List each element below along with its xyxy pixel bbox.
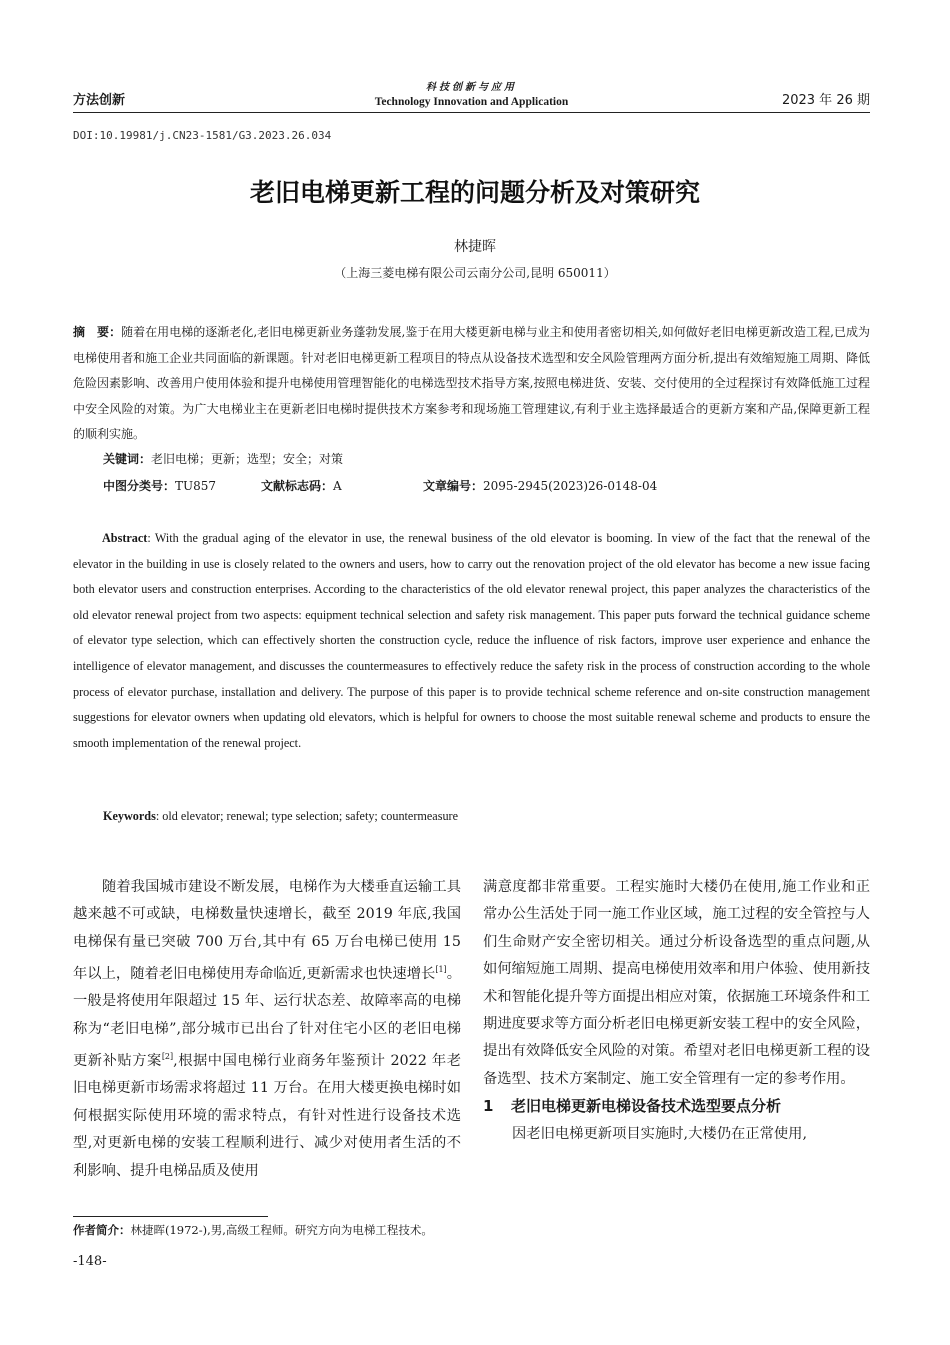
abstract-en-text: : With the gradual aging of the elevator in use, the renewal business of the old elevator is booming. In view of the fact that the renewal of the elevator in the building in use is closely related to the owners and users, how to carry out the renovation project of the old elevator has become a new issue facing both elevator users and construction enterprises. According to the characteristics of the old elevator renewal project, this paper analyzes the characteristics of the old elevator renewal project from two aspects: equipment technical selection and safety risk management. This paper puts forward the technical guidance scheme of elevator type selection, which can effectively shorten the construction cycle, reduce the influence of risk factors, improve user experience and enhance the intelligence of elevator management, and discusses the countermeasures to effectively reduce the safety risk in the process of construction according to the whole process of elevator purchase, installation and delivery. The purpose of this paper is to provide technical scheme reference and on-site construction management suggestions for elevator owners when updating old elevators, which is helpful for owners to choose the most suitable renewal scheme and products to ensure the smooth implementation of the renewal project. — [73, 531, 870, 750]
keywords-en-text: : old elevator; renewal; type selection; safety; countermeasure — [155, 809, 459, 823]
abstract-cn-label: 摘 要： — [73, 325, 122, 339]
article-id-label: 文章编号： — [423, 479, 484, 493]
body-paragraph: 满意度都非常重要。工程实施时大楼仍在使用,施工作业和正常办公生活处于同一施工作业区域，施工过程的安全管控与人们生命财产安全密切相关。通过分析设备选型的重点问题,从如何缩短施工周期、提高电梯使用效率和用户体验、使用新技术和智能化提升等方面提出相应对策，依据施工环境条件和工期进度要求等方面分析老旧电梯更新安装工程中的安全风险，提出有效降低安全风险的对策。希望对老旧电梯更新工程的设备选型、技术方案制定、施工安全管理有一定的参考作用。 — [483, 879, 870, 1087]
keywords-en — [103, 809, 458, 824]
citation-ref[interactable]: [1] — [435, 965, 447, 975]
clc-label: 中图分类号： — [103, 479, 176, 493]
page-header — [73, 78, 870, 112]
abstract-cn-text: 随着在用电梯的逐渐老化,老旧电梯更新业务蓬勃发展,鉴于在用大楼更新电梯与业主和使用者密切相关,如何做好老旧电梯更新改造工程,已成为电梯使用者和施工企业共同面临的新课题。针对老旧电梯更新工程项目的特点从设备技术选型和安全风险管理两方面分析,提出有效缩短施工周期、降低危险因素影响、改善用户使用体验和提升电梯使用管理智能化的电梯选型技术指导方案,按照电梯进货、安装、交付使用的全过程探讨有效降低施工过程中安全风险的对策。为广大电梯业主在更新老旧电梯时提供技术方案参考和现场施工管理建议,有利于业主选择最适合的更新方案和产品,保障更新工程的顺利实施。 — [73, 325, 870, 441]
header-issue: 2023 年 26 期 — [781, 93, 870, 108]
footnote-label: 作者简介： — [73, 1223, 131, 1237]
header-divider — [73, 112, 870, 113]
section-title: 老旧电梯更新电梯设备技术选型要点分析 — [511, 1097, 782, 1116]
abstract-en — [73, 526, 870, 756]
body-column-right — [483, 874, 870, 1148]
affiliation: （上海三菱电梯有限公司云南分公司,昆明 650011） — [334, 266, 616, 280]
author-footnote — [73, 1222, 433, 1238]
keywords-cn — [103, 450, 343, 467]
doi: DOI:10.19981/j.CN23-1581/G3.2023.26.034 — [73, 129, 332, 142]
header-journal — [73, 78, 870, 108]
journal-name-en: Technology Innovation and Application — [374, 96, 569, 108]
header-section: 方法创新 — [73, 93, 126, 108]
section-number: 1 — [483, 1097, 494, 1116]
keywords-en-label: Keywords — [103, 809, 156, 823]
classification-row — [103, 477, 883, 494]
body-paragraph: 随着我国城市建设不断发展，电梯作为大楼垂直运输工具越来越不可或缺，电梯数量快速增长，截至 2019 年底,我国电梯保有量已突破 700 万台,其中有 65 万台电梯已使用 15 年以上，随着老旧电梯使用寿命临近,更新需求也快速增长[1]。一般是将使用年限超过 15 年、运行状态差、故障率高的电梯称为“老旧电梯”,部分城市已出台了针对住宅小区的老旧电梯更新补贴方案[2],根据中国电梯行业商务年鉴预计 2022 年老旧电梯更新市场需求将超过 11 万台。在用大楼更换电梯时如何根据实际使用环境的需求特点，有针对性进行设备技术选型,对更新电梯的安装工程顺利进行、减少对使用者生活的不利影响、提升电梯品质及使用 — [73, 879, 461, 1179]
citation-ref[interactable]: [2] — [161, 1052, 174, 1062]
clc-value: TU857 — [175, 479, 217, 493]
abstract-cn — [73, 320, 870, 448]
doc-code-label: 文献标志码： — [261, 479, 334, 493]
keywords-cn-text: 老旧电梯；更新；选型；安全；对策 — [151, 452, 344, 466]
doc-code-value: A — [333, 479, 342, 493]
journal-name-cn: 科技创新与应用 — [426, 82, 517, 93]
body-paragraph: 因老旧电梯更新项目实施时,大楼仍在正常使用, — [512, 1125, 808, 1142]
keywords-cn-label: 关键词： — [103, 452, 152, 466]
footnote-divider — [73, 1216, 268, 1217]
footnote-text: 林捷晖(1972-),男,高级工程师。研究方向为电梯工程技术。 — [130, 1223, 433, 1237]
article-id-value: 2095-2945(2023)26-0148-04 — [483, 479, 658, 493]
article-title: 老旧电梯更新工程的问题分析及对策研究 — [249, 178, 700, 207]
section-heading — [483, 1093, 870, 1120]
page-number: -148- — [73, 1254, 107, 1269]
abstract-en-label: Abstract — [102, 531, 148, 545]
author: 林捷晖 — [454, 239, 496, 255]
body-column-left — [73, 874, 461, 1185]
